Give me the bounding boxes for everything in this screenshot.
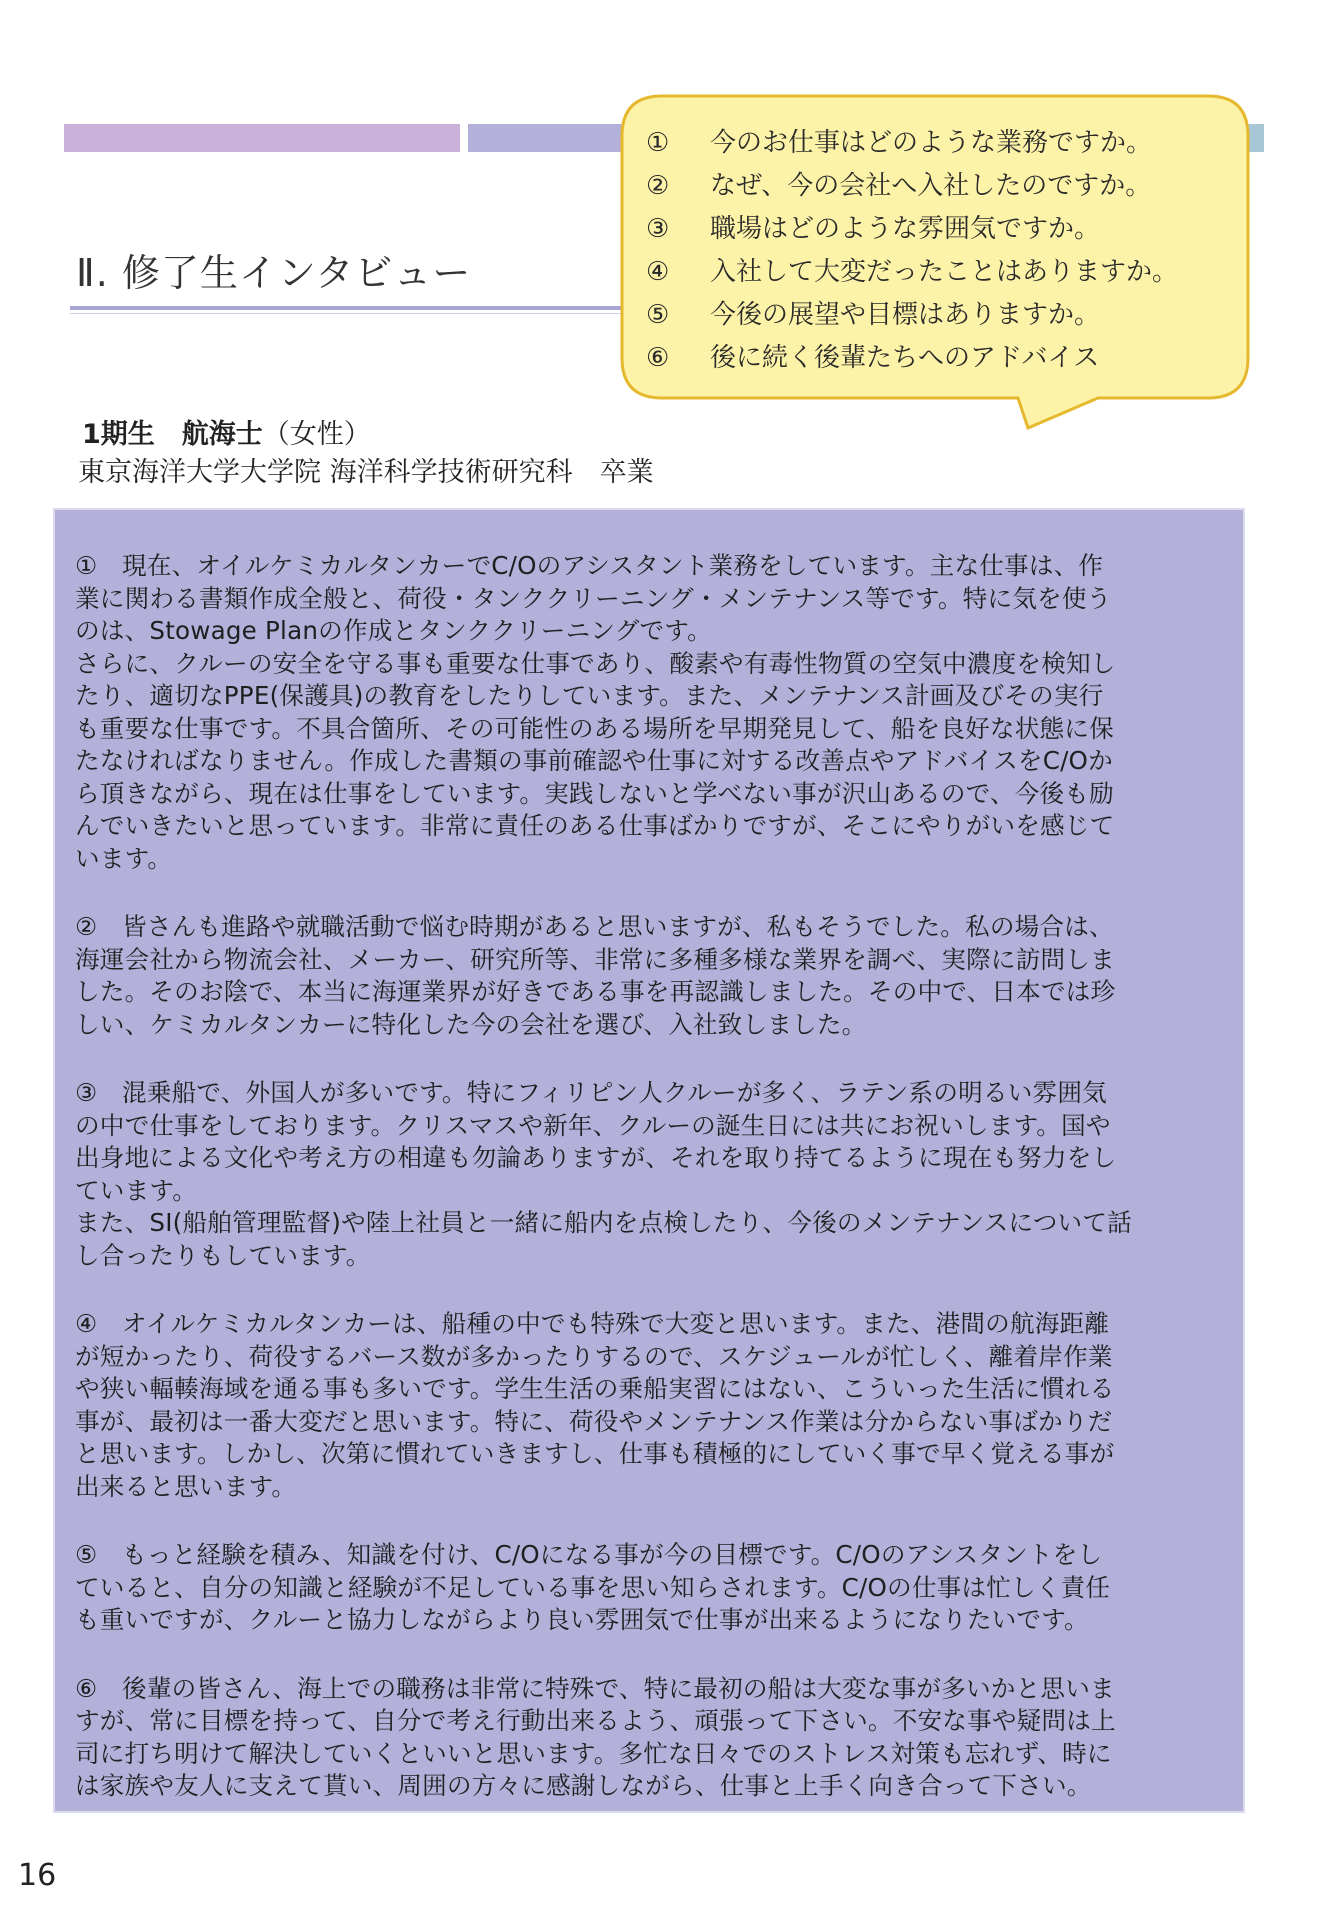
page-number: 16 [18,1858,57,1893]
question-speech-bubble [618,92,1252,432]
interview-answers-panel [53,508,1245,1813]
question-number: ② [646,171,670,201]
answer-3: ③ 混乗船で、外国人が多いです。特にフィリピン人クルーが多く、ラテン系の明るい雰囲気 の中で仕事をしております。クリスマスや新年、クルーの誕生日には共にお祝いします。国や 出身地による文化や考え方の相違も勿論ありますが、それを取り持てるように現在も努力をし ています。 また、SI(船舶管理監督)や陸上社員と一緒に船内を点検したり、今後のメンテナンスについて話 し合ったりもしています。 [75,1078,1132,1270]
question-item [646,122,1178,165]
question-item [646,251,1178,294]
question-number: ⑥ [646,343,670,373]
title-underline-thin [70,313,630,314]
graduate-school: 東京海洋大学大学院 海洋科学技術研究科 卒業 [78,457,654,488]
cohort-role-text: 1期生 航海士 [82,419,263,450]
question-item [646,337,1178,380]
question-item [646,165,1178,208]
question-text: 職場はどのような雰囲気ですか。 [710,214,1101,244]
answer-4: ④ オイルケミカルタンカーは、船種の中でも特殊で大変と思います。また、港間の航海距離 が短かったり、荷役するバース数が多かったりするので、スケジュールが忙しく、離着岸作業 や狭い輻輳海域を通る事も多いです。学生生活の乗船実習にはない、こういった生活に慣れる 事が、最初は一番大変だと思います。特に、荷役やメンテナンス作業は分からない事ばかりだ と思います。しかし、次第に慣れていきますし、仕事も積極的にしていく事で早く覚える事が 出来ると思います。 [75,1309,1115,1501]
question-text: 入社して大変だったことはありますか。 [710,257,1179,287]
answer-6: ⑥ 後輩の皆さん、海上での職務は非常に特殊で、特に最初の船は大変な事が多いかと思いま すが、常に目標を持って、自分で考え行動出来るよう、頑張って下さい。不安な事や疑問は上 司に打ち明けて解決していくといいと思います。多忙な日々でのストレス対策も忘れず、時に は家族や友人に支えて貰い、周囲の方々に感謝しながら、仕事と上手く向き合って下さい。 [75,1673,1116,1800]
question-number: ③ [646,214,670,244]
question-item [646,208,1178,251]
question-number: ④ [646,257,670,287]
section-title: Ⅱ. 修了生インタビュー [76,251,472,295]
question-text: 後に続く後輩たちへのアドバイス [710,343,1100,373]
answers-list [75,550,1230,1839]
title-underline [70,306,630,310]
answer-1: ① 現在、オイルケミカルタンカーでC/Oのアシスタント業務をしています。主な仕事は、作 業に関わる書類作成全般と、荷役・タンククリーニング・メンテナンス等です。特に気を使う のは、Stowage Planの作成とタンククリーニングです。 さらに、クルーの安全を守る事も重要な仕事であり、酸素や有毒性物質の空気中濃度を検知し たり、適切なPPE(保護具)の教育をしたりしています。また、メンテナンス計画及びその実行 も重要な仕事です。不具合箇所、その可能性のある場所を早期発見して、船を良好な状態に保 たなければなりません。作成した書類の事前確認や仕事に対する改善点やアドバイスをC/Oか ら頂きながら、現在は仕事をしています。実践しないと学べない事が沢山あるので、今後も励 んでいきたいと思っています。非常に責任のある仕事ばかりですが、そこにやりがいを感じて います。 [75,551,1116,873]
question-text: 今のお仕事はどのような業務ですか。 [710,128,1153,158]
question-number: ① [646,128,670,158]
question-number: ⑤ [646,300,670,330]
gender-text: （女性） [262,419,371,450]
header-bar-purple [64,124,460,152]
question-item [646,294,1178,337]
answer-5: ⑤ もっと経験を積み、知識を付け、C/Oになる事が今の目標です。C/Oのアシスタントをし ていると、自分の知識と経験が不足している事を思い知らされます。C/Oの仕事は忙しく責任 も重いですが、クルーと協力しながらより良い雰囲気で仕事が出来るようになりたいです。 [75,1540,1111,1634]
answer-2: ② 皆さんも進路や就職活動で悩む時期があると思いますが、私もそうでした。私の場合は、 海運会社から物流会社、メーカー、研究所等、非常に多種多様な業界を調べ、実際に訪問しま した。そのお陰で、本当に海運業界が好きである事を再認識しました。その中で、日本では珍 しい、ケミカルタンカーに特化した今の会社を選び、入社致しました。 [75,912,1116,1039]
graduate-cohort-role [82,412,371,451]
question-text: なぜ、今の会社へ入社したのですか。 [710,171,1152,201]
question-list [646,122,1178,380]
question-text: 今後の展望や目標はありますか。 [710,300,1101,330]
